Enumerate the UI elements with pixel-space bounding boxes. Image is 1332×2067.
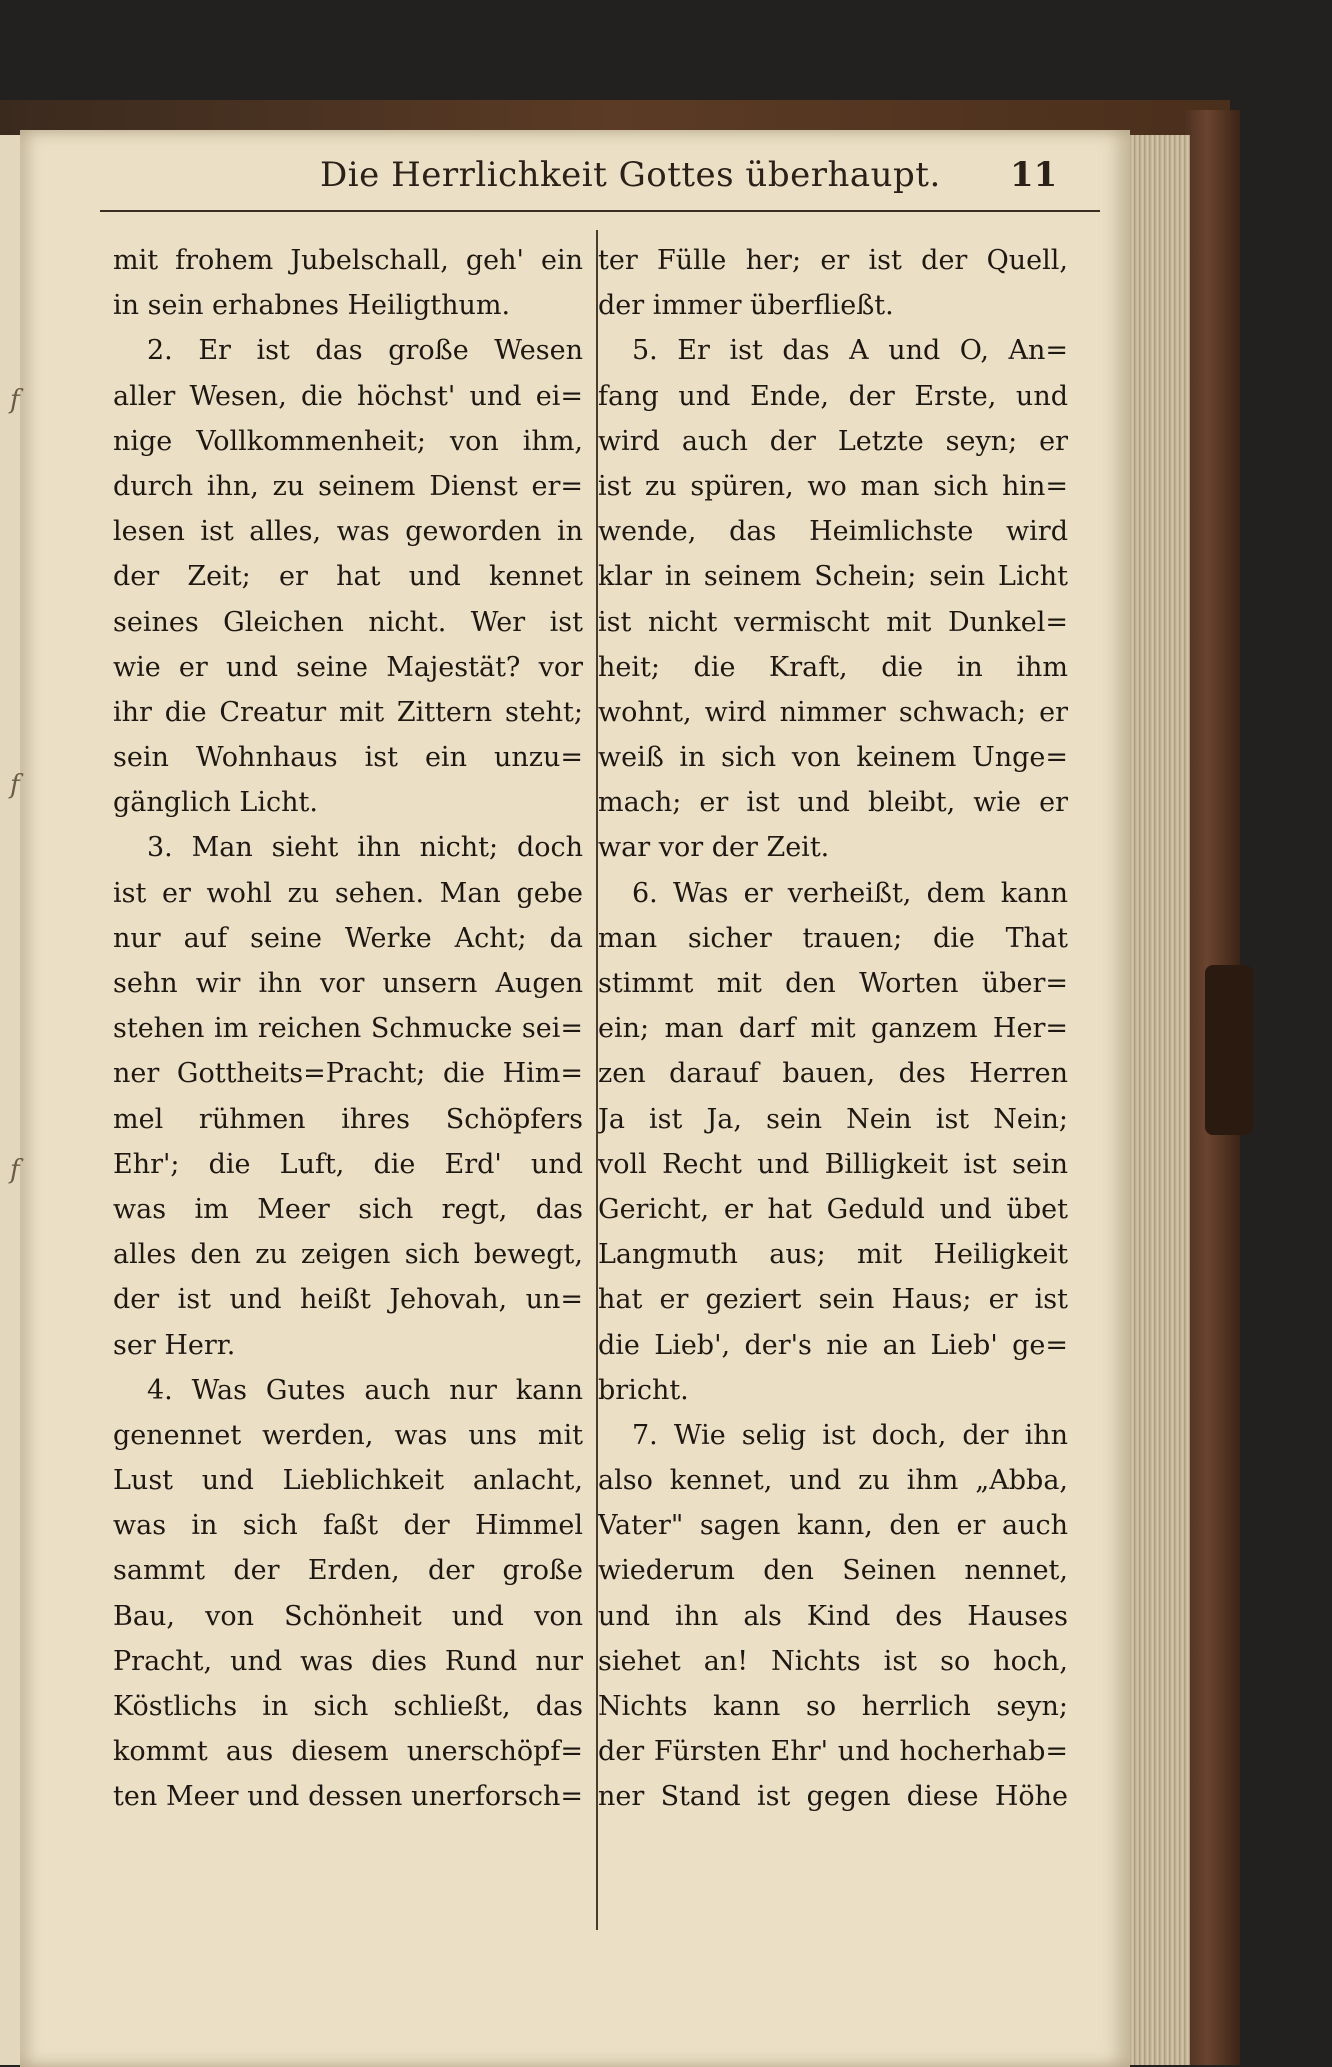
text-line: ter Fülle her; er ist der Quell, — [598, 245, 1068, 276]
text-line: also kennet, und zu ihm „Abba, — [598, 1465, 1068, 1497]
text-line: Langmuth aus; mit Heiligkeit — [598, 1239, 1068, 1271]
text-line: und ihn als Kind des Hauses — [598, 1600, 1068, 1632]
text-line: in sein erhabnes Heiligthum. — [113, 290, 511, 322]
text-line: durch ihn, zu seinem Dienst er= — [113, 470, 583, 502]
page-header — [100, 155, 1100, 215]
margin-mark: f — [10, 1155, 20, 1185]
text-line: wohnt, wird nimmer schwach; er — [598, 696, 1068, 728]
text-line: Ehr'; die Luft, die Erd' und — [113, 1148, 583, 1180]
text-line: heit; die Kraft, die in ihm — [598, 651, 1068, 683]
text-line: seines Gleichen nicht. Wer ist — [113, 606, 583, 638]
text-line: ist er wohl zu sehen. Man gebe — [113, 877, 583, 909]
text-line: 7. Wie selig ist doch, der ihn — [632, 1419, 1068, 1451]
text-line: zen darauf bauen, des Herren — [598, 1058, 1068, 1090]
page-stack-edge — [1120, 135, 1190, 2065]
book-clasp — [1205, 965, 1253, 1135]
text-line: war vor der Zeit. — [598, 832, 830, 864]
text-line: ser Herr. — [113, 1329, 236, 1361]
text-line: wie er und seine Majestät? vor — [113, 651, 583, 683]
right-column — [598, 238, 1068, 1820]
text-line: Ja ist Ja, sein Nein ist Nein; — [598, 1103, 1068, 1135]
text-line: 4. Was Gutes auch nur kann — [147, 1374, 583, 1406]
text-line: wiederum den Seinen nennet, — [598, 1555, 1068, 1587]
book-page — [20, 130, 1130, 2067]
text-line: aller Wesen, die höchst' und ei= — [113, 380, 583, 412]
text-line: Köstlichs in sich schließt, das — [113, 1691, 583, 1722]
margin-mark: f — [10, 770, 20, 800]
text-line: siehet an! Nichts ist so hoch, — [598, 1645, 1068, 1677]
text-line: stimmt mit den Worten über= — [598, 968, 1068, 999]
text-line: Pracht, und was dies Rund nur — [113, 1645, 583, 1677]
text-line: der immer überfließt. — [598, 290, 894, 322]
text-line: kommt aus diesem unerschöpf= — [113, 1736, 583, 1768]
text-line: bricht. — [598, 1374, 689, 1406]
text-line: 2. Er ist das große Wesen — [147, 335, 583, 367]
text-line: Gericht, er hat Geduld und übet — [598, 1193, 1068, 1225]
text-line: der ist und heißt Jehovah, un= — [113, 1284, 583, 1316]
text-line: hat er geziert sein Haus; er ist — [598, 1284, 1068, 1316]
header-rule — [100, 210, 1100, 212]
page-number: 11 — [1010, 155, 1058, 195]
text-line: voll Recht und Billigkeit ist sein — [598, 1148, 1068, 1180]
text-line: klar in seinem Schein; sein Licht — [598, 561, 1068, 593]
text-line: was in sich faßt der Himmel — [113, 1510, 583, 1542]
running-title: Die Herrlichkeit Gottes überhaupt. — [320, 155, 941, 195]
text-line: ein; man darf mit ganzem Her= — [598, 1013, 1068, 1045]
text-line: ist nicht vermischt mit Dunkel= — [598, 606, 1068, 638]
text-line: Lust und Lieblichkeit anlacht, — [113, 1465, 583, 1497]
text-line: man sicher trauen; die That — [598, 922, 1068, 954]
text-line: alles den zu zeigen sich bewegt, — [113, 1239, 583, 1271]
text-line: Bau, von Schönheit und von — [113, 1600, 583, 1632]
text-line: sehn wir ihn vor unsern Augen — [113, 968, 583, 999]
text-line: Vater" sagen kann, den er auch — [598, 1510, 1068, 1542]
text-line: sein Wohnhaus ist ein unzu= — [113, 742, 583, 774]
text-line: der Fürsten Ehr' und hocherhab= — [598, 1736, 1068, 1768]
text-line: fang und Ende, der Erste, und — [598, 380, 1068, 412]
text-line: mach; er ist und bleibt, wie er — [598, 787, 1068, 819]
text-line: mit frohem Jubelschall, geh' ein — [113, 245, 583, 276]
text-line: Nichts kann so herrlich seyn; — [598, 1691, 1068, 1722]
margin-mark: f — [10, 385, 20, 415]
text-line: nige Vollkommenheit; von ihm, — [113, 425, 583, 457]
text-line: wird auch der Letzte seyn; er — [598, 425, 1068, 457]
text-line: 3. Man sieht ihn nicht; doch — [147, 832, 583, 864]
text-line: ihr die Creatur mit Zittern steht; — [113, 696, 583, 728]
text-line: ten Meer und dessen unerforsch= — [113, 1781, 583, 1813]
text-line: mel rühmen ihres Schöpfers — [113, 1103, 583, 1135]
text-line: ist zu spüren, wo man sich hin= — [598, 470, 1068, 502]
previous-page-sliver — [0, 135, 20, 2065]
text-line: stehen im reichen Schmucke sei= — [113, 1013, 583, 1045]
text-line: sammt der Erden, der große — [113, 1555, 583, 1587]
text-line: genennet werden, was uns mit — [113, 1419, 583, 1451]
text-line: 5. Er ist das A und O, An= — [632, 335, 1068, 367]
text-line: 6. Was er verheißt, dem kann — [632, 877, 1068, 909]
text-line: nur auf seine Werke Acht; da — [113, 922, 583, 954]
text-line: weiß in sich von keinem Unge= — [598, 742, 1068, 774]
text-line: wende, das Heimlichste wird — [598, 516, 1068, 548]
text-line: lesen ist alles, was geworden in — [113, 516, 583, 548]
text-line: die Lieb', der's nie an Lieb' ge= — [598, 1329, 1068, 1361]
text-line: der Zeit; er hat und kennet — [113, 561, 583, 593]
text-line: ner Stand ist gegen diese Höhe — [598, 1781, 1068, 1813]
left-column — [113, 238, 583, 1820]
text-line: gänglich Licht. — [113, 787, 318, 819]
text-line: was im Meer sich regt, das — [113, 1193, 583, 1225]
text-line: ner Gottheits=Pracht; die Him= — [113, 1058, 583, 1090]
